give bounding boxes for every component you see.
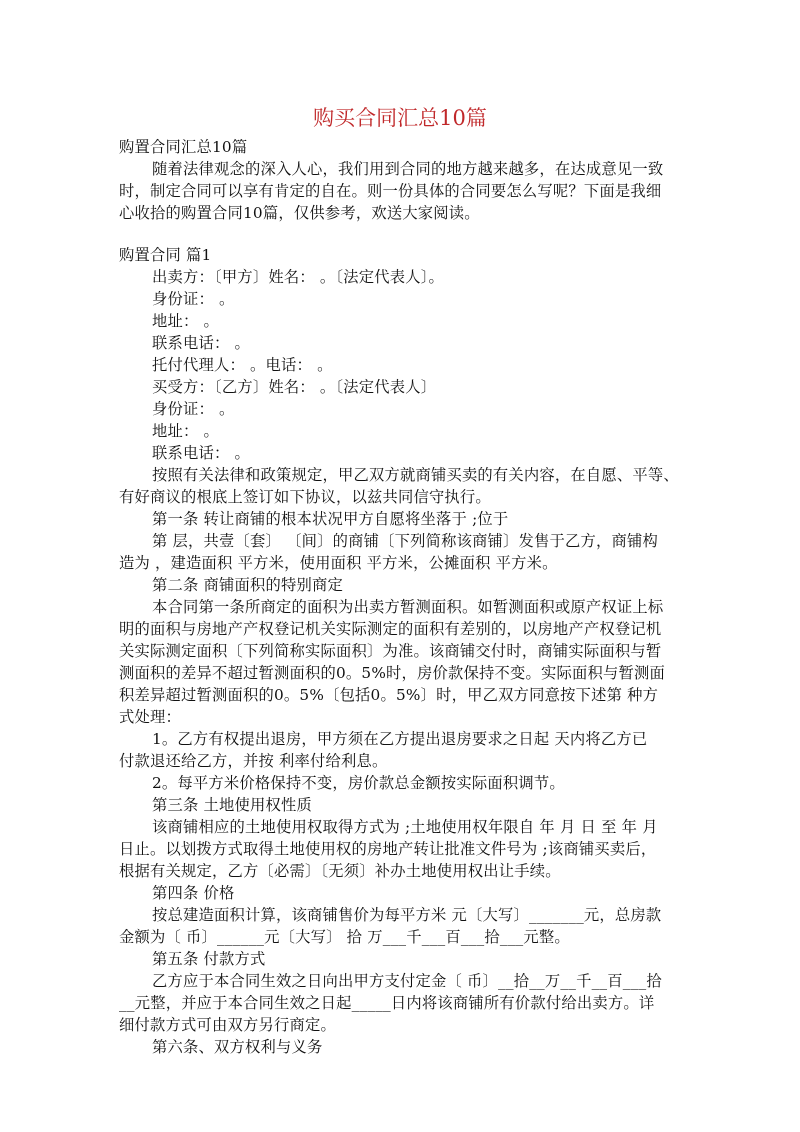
party-line: 身份证： 。 xyxy=(152,290,235,308)
clause-line: 2。每平方米价格保持不变，房价款总金额按实际面积调节。 xyxy=(152,774,565,792)
party-line: 联系电话： 。 xyxy=(152,444,251,462)
party-line: 地址： 。 xyxy=(152,422,220,440)
clause-line: 细付款方式可由双方另行商定。 xyxy=(119,1016,336,1034)
clause-line: 金额为〔 币〕______元〔大写〕 拾 万___千___百___拾___元整。 xyxy=(119,928,570,946)
clause-line: 明的面积与房地产产权登记机关实际测定的面积有差别的，以房地产产权登记机 xyxy=(119,620,662,638)
intro-line: 心收拾的购置合同10篇，仅供参考，欢送大家阅读。 xyxy=(119,204,480,222)
clause-line: 按总建造面积计算，该商铺售价为每平方米 元〔大写〕_______元，总房款 xyxy=(152,906,662,924)
clause-line: 积差异超过暂测面积的0。5%〔包括0。5%〕时，甲乙双方同意按下述第 种方 xyxy=(119,686,659,704)
clause-heading: 第四条 价格 xyxy=(152,884,235,902)
party-line: 地址： 。 xyxy=(152,312,220,330)
clause-heading: 第二条 商铺面积的特别商定 xyxy=(152,576,344,594)
intro-line: 时，制定合同可以享有肯定的自在。则一份具体的合同要怎么写呢？下面是我细 xyxy=(119,182,662,200)
clause-line: 测面积的差异不超过暂测面积的0。5%时，房价款保持不变。实际面积与暂测面 xyxy=(119,664,665,682)
body-line: 按照有关法律和政策规定，甲乙双方就商铺买卖的有关内容，在自愿、平等、 xyxy=(152,466,679,484)
party-line: 买受方：〔乙方〕姓名： 。〔法定代表人〕 xyxy=(152,378,437,396)
clause-heading: 第六条、双方权利与义务 xyxy=(152,1038,323,1056)
party-line: 联系电话： 。 xyxy=(152,334,251,352)
clause-line: 根据有关规定，乙方〔必需〕〔无须〕补办土地使用权出让手续。 xyxy=(119,862,561,880)
clause-line: 日止。以划拨方式取得土地使用权的房地产转让批准文件号为 ;该商铺买卖后， xyxy=(119,840,657,858)
party-line: 身份证： 。 xyxy=(152,400,235,418)
document-title: 购买合同汇总10篇 xyxy=(313,106,487,130)
clause-line: 关实际测定面积〔下列简称实际面积〕为准。该商铺交付时，商铺实际面积与暂 xyxy=(119,642,662,660)
clause-line: 式处理： xyxy=(119,708,181,726)
party-line: 托付代理人： 。电话： 。 xyxy=(152,356,333,374)
intro-line: 随着法律观念的深入人心，我们用到合同的地方越来越多，在达成意见一致 xyxy=(152,160,664,178)
clause-line: 该商铺相应的土地使用权取得方式为 ;土地使用权年限自 年 月 日 至 年 月 xyxy=(152,818,658,836)
clause-line: 第 层，共壹〔套〕 〔间〕的商铺〔下列简称该商铺〕发售于乙方，商铺构 xyxy=(152,532,659,550)
clause-line: 付款退还给乙方，并按 利率付给利息。 xyxy=(119,752,388,770)
clause-line: 1。乙方有权提出退房，甲方须在乙方提出退房要求之日起 天内将乙方已 xyxy=(152,730,648,748)
subtitle-line: 购置合同汇总10篇 xyxy=(119,138,248,156)
party-line: 出卖方：〔甲方〕姓名： 。〔法定代表人〕。 xyxy=(152,268,445,286)
clause-line: 本合同第一条所商定的面积为出卖方暂测面积。如暂测面积或原产权证上标 xyxy=(152,598,664,616)
body-line: 有好商议的根底上签订如下协议，以兹共同信守执行。 xyxy=(119,488,491,506)
clause-line: 乙方应于本合同生效之日向出甲方支付定金〔 币〕__拾__万__千__百___拾 xyxy=(152,972,662,990)
clause-line: 造为 ，建造面积 平方米，使用面积 平方米，公摊面积 平方米。 xyxy=(119,554,558,572)
section-heading: 购置合同 篇1 xyxy=(119,246,212,264)
clause-line: __元整，并应于本合同生效之日起_____日内将该商铺所有价款付给出卖方。详 xyxy=(119,994,655,1012)
clause-heading: 第三条 土地使用权性质 xyxy=(152,796,313,814)
clause-line: 第一条 转让商铺的根本状况甲方自愿将坐落于 ;位于 xyxy=(152,510,509,528)
clause-heading: 第五条 付款方式 xyxy=(152,950,266,968)
